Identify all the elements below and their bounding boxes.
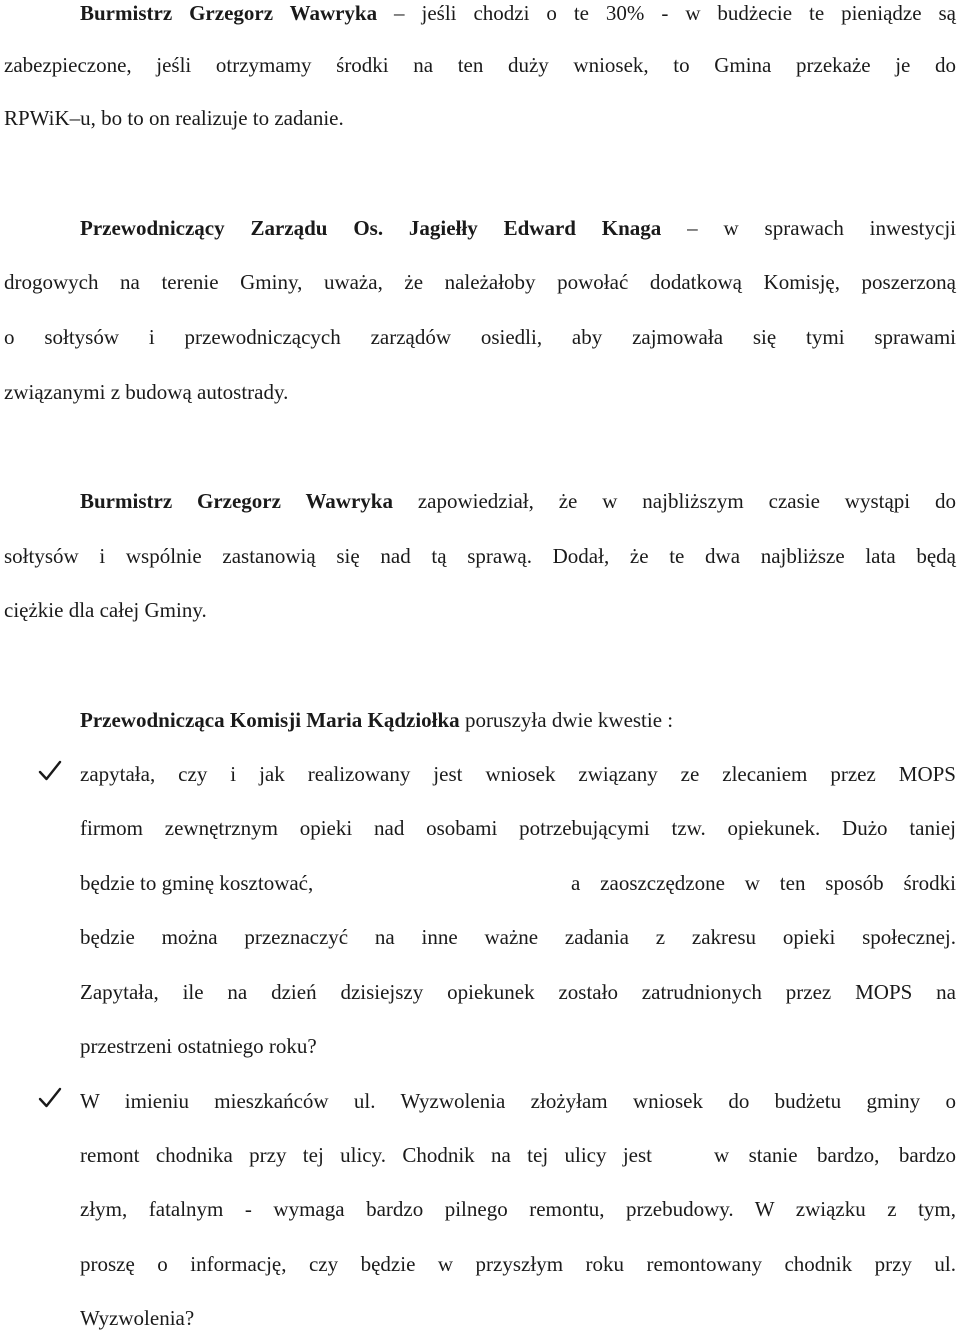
paragraph-1-line-1 [80, 0, 956, 26]
item-2-line-5: Wyzwolenia? [80, 1306, 195, 1330]
paragraph-3-line-3: ciężkie dla całej Gminy. [4, 598, 207, 622]
paragraph-1-line-3: RPWiK–u, bo to on realizuje to zadanie. [4, 106, 344, 130]
text-run: – jeśli chodzi o te 30% - w budżecie te pieniądze są [377, 1, 956, 25]
speaker-name: Przewodnicząca Komisji Maria Kądziołka [80, 708, 460, 732]
item-2-line-4: proszę o informację, czy będzie w przyszłym roku remontowany chodnik przy ul. [80, 1252, 956, 1276]
paragraph-2-line-1 [80, 215, 956, 241]
item-1-line-3b: a zaoszczędzone w ten sposób środki [571, 871, 956, 895]
item-1-line-4: będzie można przeznaczyć na inne ważne zadania z zakresu opieki społecznej. [80, 925, 956, 949]
speaker-name: Burmistrz Grzegorz Wawryka [80, 489, 393, 513]
paragraph-4-line-1 [80, 707, 673, 733]
item-2-line-1: W imieniu mieszkańców ul. Wyzwolenia złożyłam wniosek do budżetu gminy o [80, 1089, 956, 1113]
paragraph-2-line-3: o sołtysów i przewodniczących zarządów osiedli, aby zajmowała się tymi sprawami [4, 325, 956, 349]
paragraph-3-line-1 [80, 488, 956, 514]
item-2-line-3: złym, fatalnym - wymaga bardzo pilnego remontu, przebudowy. W związku z tym, [80, 1197, 956, 1221]
item-2-line-2b: w stanie bardzo, bardzo [714, 1143, 956, 1167]
text-run: zapowiedział, że w najbliższym czasie wystąpi do [392, 489, 957, 513]
text-run: poruszyła dwie kwestie : [459, 708, 674, 732]
item-1-line-3a: będzie to gminę kosztować, [80, 871, 314, 895]
checkmark-icon [38, 1086, 64, 1112]
paragraph-2-line-2: drogowych na terenie Gminy, uważa, że należałoby powołać dodatkową Komisję, poszerzoną [4, 270, 956, 294]
paragraph-3-line-2: sołtysów i wspólnie zastanowią się nad tą sprawą. Dodał, że te dwa najbliższe lata będą [4, 544, 956, 568]
item-2-line-2a: remont chodnika przy tej ulicy. Chodnik na tej ulicy jest [80, 1143, 652, 1167]
text-run: – w sprawach inwestycji [661, 216, 956, 240]
checkmark-icon [38, 759, 64, 785]
paragraph-1-line-2: zabezpieczone, jeśli otrzymamy środki na ten duży wniosek, to Gmina przekaże je do [4, 53, 956, 77]
item-1-line-2: firmom zewnętrznym opieki nad osobami potrzebującymi tzw. opiekunek. Dużo taniej [80, 816, 956, 840]
speaker-name: Burmistrz Grzegorz Wawryka [80, 1, 378, 25]
item-1-line-5: Zapytała, ile na dzień dzisiejszy opiekunek zostało zatrudnionych przez MOPS na [80, 980, 956, 1004]
item-1-line-1: zapytała, czy i jak realizowany jest wniosek związany ze zlecaniem przez MOPS [80, 762, 956, 786]
item-1-line-6: przestrzeni ostatniego roku? [80, 1034, 317, 1058]
speaker-name: Przewodniczący Zarządu Os. Jagiełły Edward Knaga [80, 216, 662, 240]
paragraph-2-line-4: związanymi z budową autostrady. [4, 380, 289, 404]
